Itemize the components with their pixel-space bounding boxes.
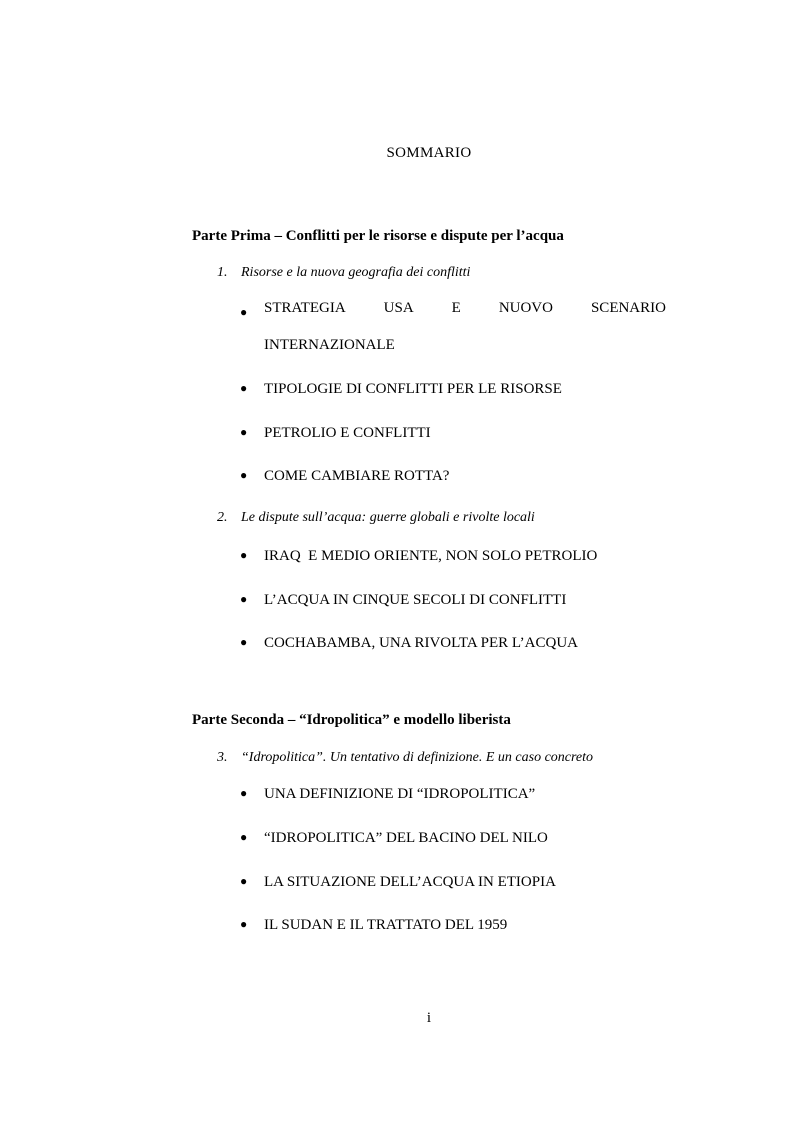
bullet-icon: ●: [240, 468, 248, 482]
list-item-label: COCHABAMBA, UNA RIVOLTA PER L’ACQUA: [264, 635, 578, 651]
list-item-label: IRAQ E MEDIO ORIENTE, NON SOLO PETROLIO: [264, 548, 598, 564]
bullet-icon: ●: [240, 874, 248, 888]
list-item-label: L’ACQUA IN CINQUE SECOLI DI CONFLITTI: [264, 592, 567, 608]
list-item: [264, 300, 666, 317]
chapter-3: [217, 750, 593, 766]
list-item-word: SCENARIO: [590, 300, 666, 316]
list-item-label: IL SUDAN E IL TRATTATO DEL 1959: [264, 917, 508, 933]
part-heading-2: Parte Seconda – “Idropolitica” e modello liberista: [192, 712, 511, 728]
bullet-icon: ●: [240, 548, 248, 562]
list-item: [240, 381, 562, 398]
bullet-icon: ●: [240, 786, 248, 800]
list-item-label: TIPOLOGIE DI CONFLITTI PER LE RISORSE: [264, 381, 562, 397]
list-item: [240, 635, 578, 652]
chapter-1: [217, 265, 470, 281]
bullet-icon: ●: [240, 917, 248, 931]
list-item-label: COME CAMBIARE ROTTA?: [264, 468, 450, 484]
bullet-icon: ●: [240, 635, 248, 649]
bullet-icon: ●: [240, 425, 248, 439]
bullet-icon: ●: [240, 592, 248, 606]
list-item: [240, 786, 535, 803]
chapter-number: 3.: [217, 750, 228, 765]
chapter-2: [217, 510, 535, 526]
list-item-label: LA SITUAZIONE DELL’ACQUA IN ETIOPIA: [264, 874, 556, 890]
chapter-title: Le dispute sull’acqua: guerre globali e rivolte locali: [241, 510, 535, 525]
page-title: SOMMARIO: [386, 145, 472, 161]
list-item-label: PETROLIO E CONFLITTI: [264, 425, 431, 441]
list-item-label: “IDROPOLITICA” DEL BACINO DEL NILO: [264, 830, 548, 846]
list-item: [240, 425, 431, 442]
page-number: i: [426, 1010, 432, 1026]
chapter-number: 1.: [217, 265, 228, 280]
bullet-icon: ●: [240, 381, 248, 395]
list-item: [240, 548, 597, 565]
list-item-word: USA: [383, 300, 414, 316]
list-item-word: E: [451, 300, 461, 316]
chapter-title: Risorse e la nuova geografia dei conflitti: [241, 265, 471, 280]
list-item: [240, 917, 507, 934]
part-heading-1: Parte Prima – Conflitti per le risorse e dispute per l’acqua: [192, 228, 564, 244]
chapter-number: 2.: [217, 510, 228, 525]
list-item: [240, 874, 556, 891]
list-item-word: NUOVO: [498, 300, 553, 316]
list-item-word: STRATEGIA: [264, 300, 346, 316]
bullet-icon: ●: [240, 830, 248, 844]
list-item-label: UNA DEFINIZIONE DI “IDROPOLITICA”: [264, 786, 536, 802]
chapter-title: “Idropolitica”. Un tentativo di definizione. E un caso concreto: [241, 750, 594, 765]
list-item: [240, 830, 548, 847]
list-item: [240, 468, 449, 485]
list-item-continuation: INTERNAZIONALE: [264, 337, 395, 353]
bullet-icon: ●: [240, 305, 248, 319]
list-item: [240, 592, 566, 609]
